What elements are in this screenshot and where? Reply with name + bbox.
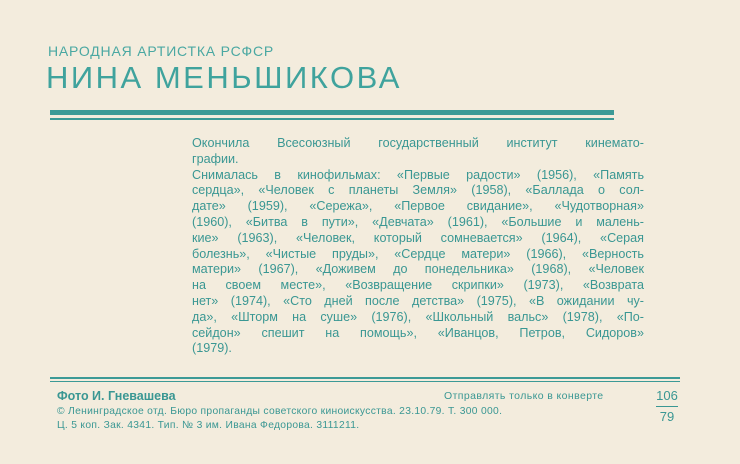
bio-line: графии. [192,151,239,166]
bio-line: на своем месте», «Возвращение скрипки» (1973), «Возврата [192,278,644,293]
mailing-note: Отправлять только в конверте [444,390,604,402]
catalog-number-top: 106 [656,388,678,403]
photo-credit: Фото И. Гневашева [57,389,176,403]
header-rule-thin [50,118,614,120]
bio-line: Окончила Всесоюзный государственный институт кинемато- [192,136,644,150]
bio-line: (1960), «Битва в пути», «Девчата» (1961), «Большие и малень- [192,214,644,229]
fraction-bar [656,406,678,407]
bio-line: да», «Шторм на суше» (1976), «Школьный вальс» (1978), «По- [192,309,644,324]
footer-rule-top [50,377,680,379]
header-rule-thick [50,110,614,115]
bio-line: болезнь», «Чистые пруды», «Сердце матери» (1966), «Верность [192,246,644,261]
bio-line: дате» (1959), «Сережа», «Первое свидание», «Чудотворная» [192,199,644,214]
bio-line: сейдон» спешит на помощь», «Иванцов, Петров, Сидоров» [192,325,644,340]
imprint-line: © Ленинградское отд. Бюро пропаганды советского киноискусства. 23.10.79. Т. 300 000. [57,406,503,417]
imprint-line: Ц. 5 коп. Зак. 4341. Тип. № 3 им. Ивана Федорова. 3111211. [57,420,360,431]
bio-line: нет» (1974), «Сто дней после детства» (1975), «В ожидании чу- [192,293,644,308]
footer-rule-bottom [50,381,680,382]
bio-line: сердца», «Человек с планеты Земля» (1958), «Баллада о сол- [192,183,644,198]
bio-line: кие» (1963), «Человек, который сомневается» (1964), «Серая [192,230,644,245]
artist-rank: НАРОДНАЯ АРТИСТКА РСФСР [48,43,275,59]
catalog-number-bottom: 79 [659,409,675,424]
bio-line: матери» (1967), «Доживем до понедельника» (1968), «Человек [192,262,644,277]
bio-line: (1979). [192,341,232,356]
catalog-number [652,388,682,425]
biography-text [192,136,644,357]
bio-line: Снималась в кинофильмах: «Первые радости» (1956), «Память [192,167,644,182]
imprint [57,405,502,433]
artist-name: НИНА МЕНЬШИКОВА [46,60,402,95]
